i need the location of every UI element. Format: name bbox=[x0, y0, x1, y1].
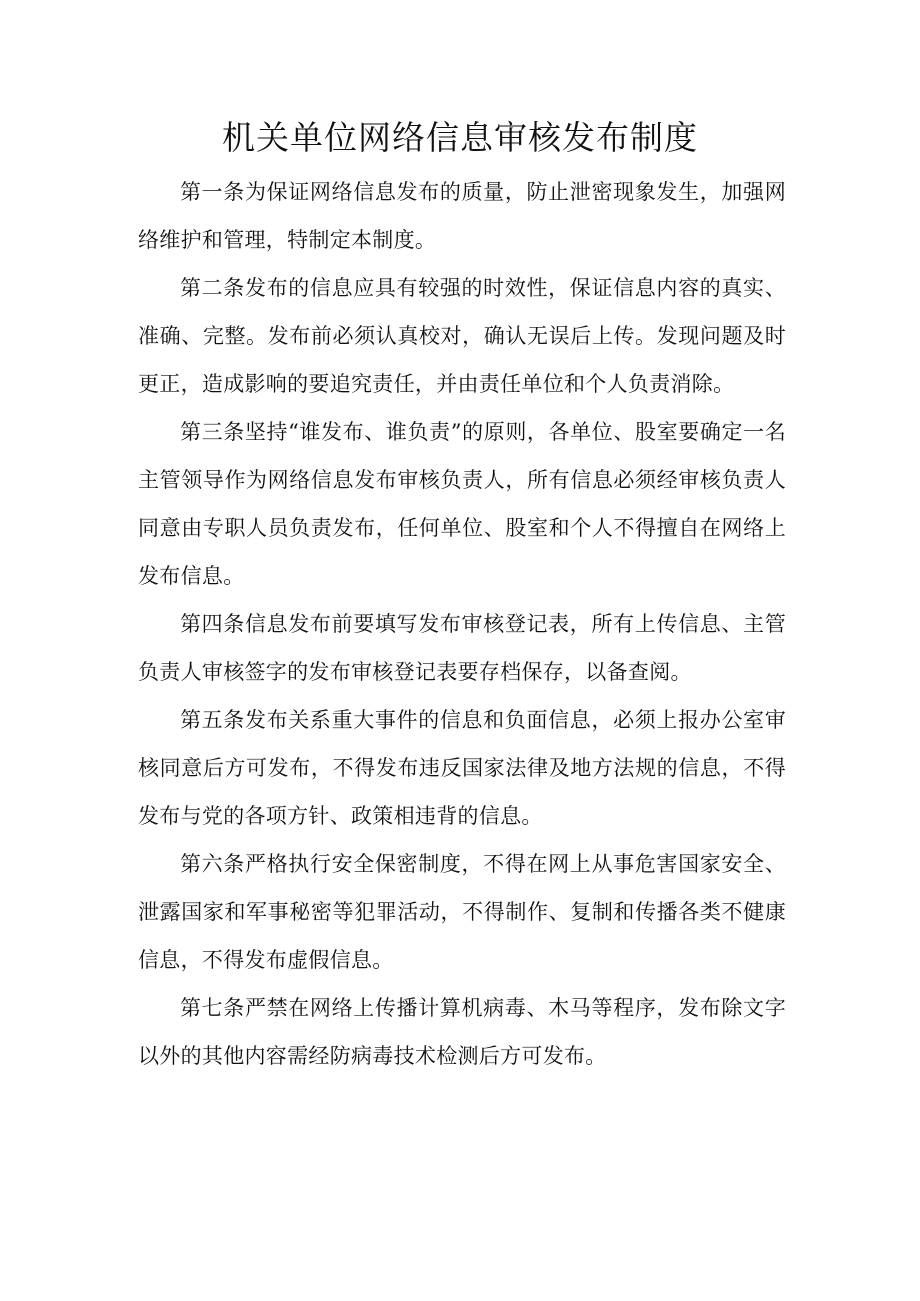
article-1: 第一条为保证网络信息发布的质量，防止泄密现象发生，加强网络维护和管理，特制定本制度。 bbox=[138, 180, 786, 252]
article-3: 第三条坚持“谁发布、谁负责”的原则，各单位、股室要确定一名主管领导作为网络信息发布审核负责人，所有信息必须经审核负责人同意由专职人员负责发布，任何单位、股室和个人不得擅自在网络上发布信息。 bbox=[138, 420, 786, 588]
document-title: 机关单位网络信息审核发布制度 bbox=[222, 118, 698, 157]
article-4: 第四条信息发布前要填写发布审核登记表，所有上传信息、主管负责人审核签字的发布审核登记表要存档保存，以备查阅。 bbox=[138, 612, 786, 684]
article-7: 第七条严禁在网络上传播计算机病毒、木马等程序，发布除文字以外的其他内容需经防病毒技术检测后方可发布。 bbox=[138, 996, 786, 1068]
article-2: 第二条发布的信息应具有较强的时效性，保证信息内容的真实、准确、完整。发布前必须认真校对，确认无误后上传。发现问题及时更正，造成影响的要追究责任，并由责任单位和个人负责消除。 bbox=[138, 276, 786, 396]
document-body bbox=[138, 168, 786, 1080]
article-6: 第六条严格执行安全保密制度，不得在网上从事危害国家安全、泄露国家和军事秘密等犯罪活动，不得制作、复制和传播各类不健康信息，不得发布虚假信息。 bbox=[138, 852, 786, 972]
article-5: 第五条发布关系重大事件的信息和负面信息，必须上报办公室审核同意后方可发布，不得发布违反国家法律及地方法规的信息，不得发布与党的各项方针、政策相违背的信息。 bbox=[138, 708, 786, 828]
